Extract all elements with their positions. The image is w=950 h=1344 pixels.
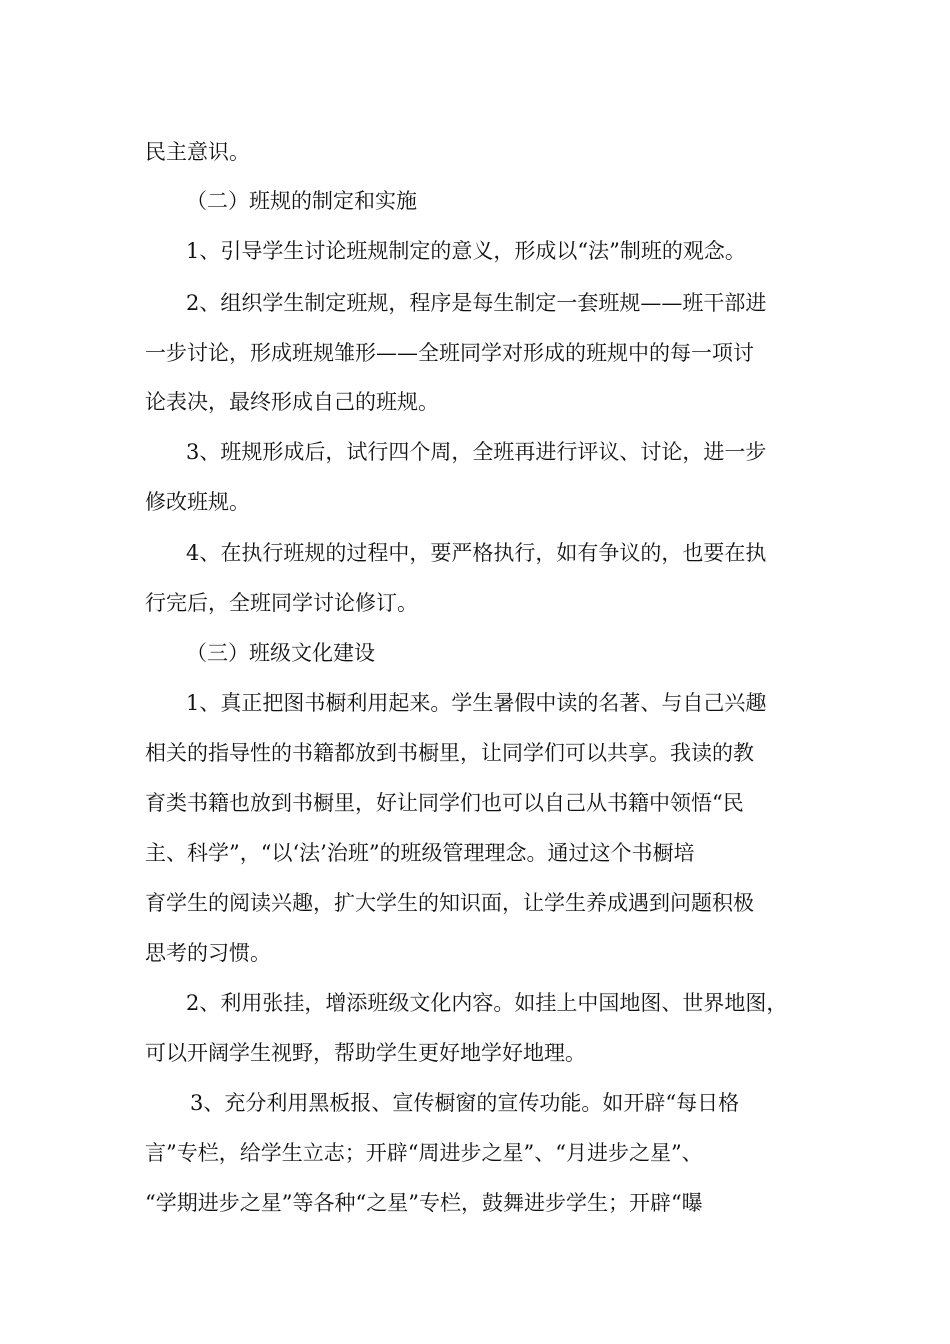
text-line: 育类书籍也放到书橱里，好让同学们也可以自己从书籍中领悟“民 (145, 791, 744, 815)
text-line: 3、充分利用黑板报、宣传橱窗的宣传功能。如开辟“每日格 (190, 1091, 740, 1115)
section-heading: （三）班级文化建设 (186, 641, 375, 665)
text-line: 言”专栏，给学生立志；开辟“周进步之星”、“月进步之星”、 (145, 1141, 703, 1165)
text-line: 思考的习惯。 (145, 941, 271, 965)
text-line: 可以开阔学生视野，帮助学生更好地学好地理。 (145, 1041, 586, 1065)
text-line: 主、科学”，“以‘法’治班”的班级管理理念。通过这个书橱培 (145, 841, 695, 865)
text-line: 3、班规形成后，试行四个周，全班再进行评议、讨论，进一步 (186, 440, 767, 464)
text-line: 修改班规。 (145, 490, 250, 514)
text-line: 2、组织学生制定班规，程序是每生制定一套班规——班干部进 (186, 291, 767, 315)
text-line: “学期进步之星”等各种“之星”专栏，鼓舞进步学生；开辟“曝 (145, 1191, 703, 1215)
text-line: 一步讨论，形成班规雏形——全班同学对形成的班规中的每一项讨 (145, 341, 754, 365)
text-line: 1、真正把图书橱利用起来。学生暑假中读的名著、与自己兴趣 (186, 691, 767, 715)
text-line: 4、在执行班规的过程中，要严格执行，如有争议的，也要在执 (186, 541, 767, 565)
text-line: 相关的指导性的书籍都放到书橱里，让同学们可以共享。我读的教 (145, 741, 754, 765)
text-line: 育学生的阅读兴趣，扩大学生的知识面，让学生养成遇到问题积极 (145, 891, 754, 915)
text-line: 1、引导学生讨论班规制定的意义，形成以“法”制班的观念。 (186, 239, 746, 263)
text-line: 民主意识。 (145, 140, 250, 164)
text-line: 行完后，全班同学讨论修订。 (145, 591, 418, 615)
text-line: 论表决，最终形成自己的班规。 (145, 390, 439, 414)
section-heading: （二）班规的制定和实施 (186, 189, 417, 213)
text-line: 2、利用张挂，增添班级文化内容。如挂上中国地图、世界地图， (186, 991, 788, 1015)
